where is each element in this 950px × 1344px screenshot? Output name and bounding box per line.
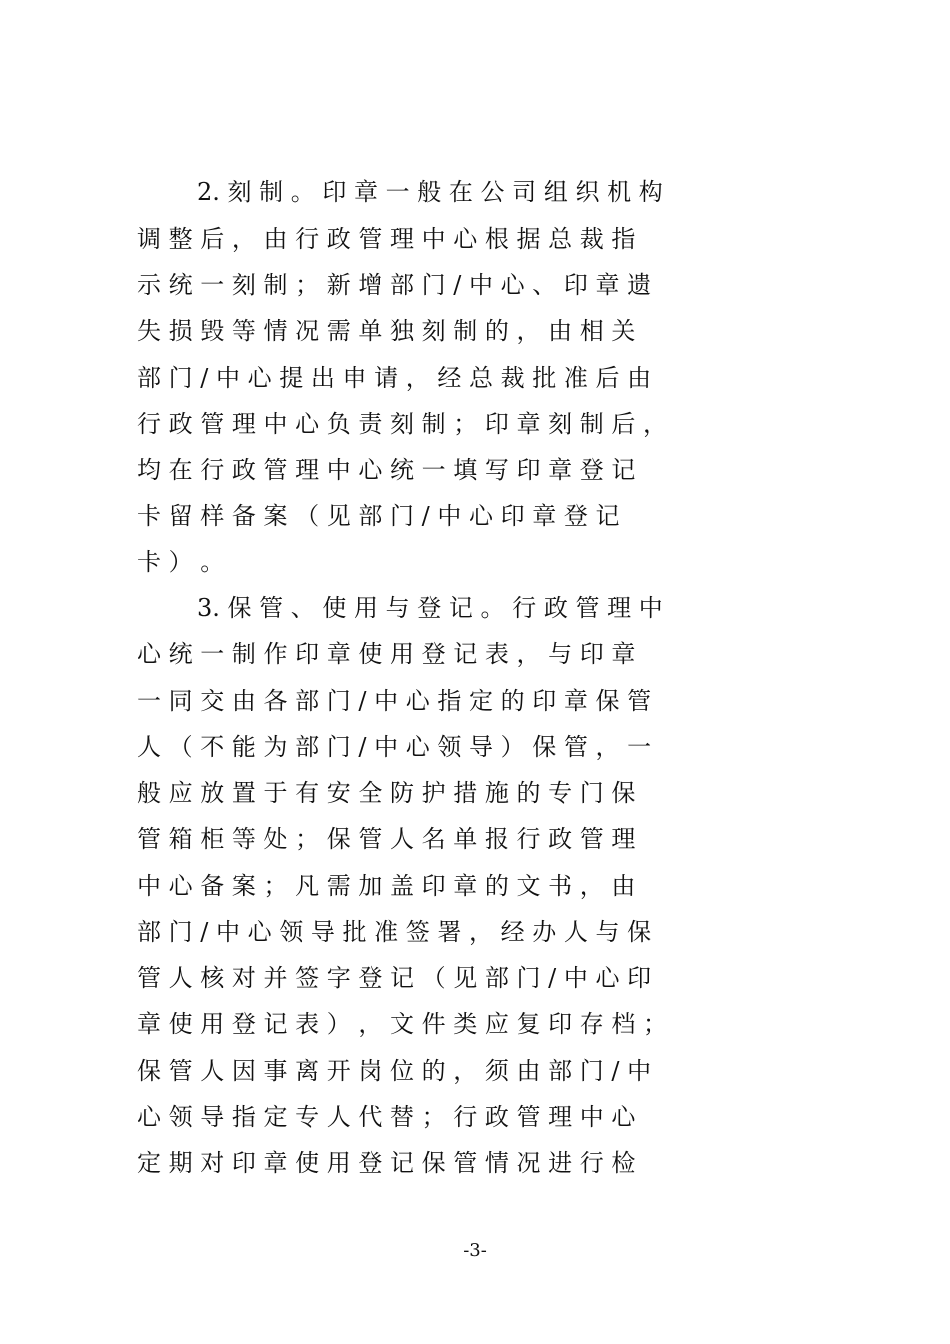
line-11: 心 统 一 制 作 印 章 使 用 登 记 表 ， 与 印 章 <box>137 640 636 668</box>
line-17: 部 门 / 中 心 领 导 批 准 签 署 ， 经 办 人 与 保 <box>137 918 652 946</box>
line-20: 保 管 人 因 事 离 开 岗 位 的 ， 须 由 部 门 / 中 <box>137 1057 652 1085</box>
line-15: 管 箱 柜 等 处 ； 保 管 人 名 单 报 行 政 管 理 <box>137 825 636 853</box>
line-7: 均 在 行 政 管 理 中 心 统 一 填 写 印 章 登 记 <box>137 456 636 484</box>
line-4: 失 损 毁 等 情 况 需 单 独 刻 制 的 ， 由 相 关 <box>137 317 636 345</box>
line-10: 3. 保 管 、 使 用 与 登 记 。 行 政 管 理 中 <box>197 594 663 622</box>
line-12: 一 同 交 由 各 部 门 / 中 心 指 定 的 印 章 保 管 <box>137 687 652 715</box>
page-number: -3- <box>463 1240 487 1261</box>
line-9: 卡 ） 。 <box>137 548 225 576</box>
line-14: 般 应 放 置 于 有 安 全 防 护 措 施 的 专 门 保 <box>137 779 636 807</box>
line-19: 章 使 用 登 记 表 ） ， 文 件 类 应 复 印 存 档 ； <box>137 1010 668 1038</box>
line-22: 定 期 对 印 章 使 用 登 记 保 管 情 况 进 行 检 <box>137 1149 636 1177</box>
line-5: 部 门 / 中 心 提 出 申 请 ， 经 总 裁 批 准 后 由 <box>137 364 652 392</box>
line-2: 调 整 后 ， 由 行 政 管 理 中 心 根 据 总 裁 指 <box>137 225 636 253</box>
line-21: 心 领 导 指 定 专 人 代 替 ； 行 政 管 理 中 心 <box>137 1103 636 1131</box>
line-16: 中 心 备 案 ； 凡 需 加 盖 印 章 的 文 书 ， 由 <box>137 872 636 900</box>
line-1: 2. 刻 制 。 印 章 一 般 在 公 司 组 织 机 构 <box>197 178 663 206</box>
line-6: 行 政 管 理 中 心 负 责 刻 制 ； 印 章 刻 制 后 ， <box>137 410 668 438</box>
line-8: 卡 留 样 备 案 （ 见 部 门 / 中 心 印 章 登 记 <box>137 502 620 530</box>
line-13: 人 （ 不 能 为 部 门 / 中 心 领 导 ） 保 管 ， 一 <box>137 733 652 761</box>
line-18: 管 人 核 对 并 签 字 登 记 （ 见 部 门 / 中 心 印 <box>137 964 652 992</box>
line-3: 示 统 一 刻 制 ； 新 增 部 门 / 中 心 、 印 章 遗 <box>137 271 652 299</box>
